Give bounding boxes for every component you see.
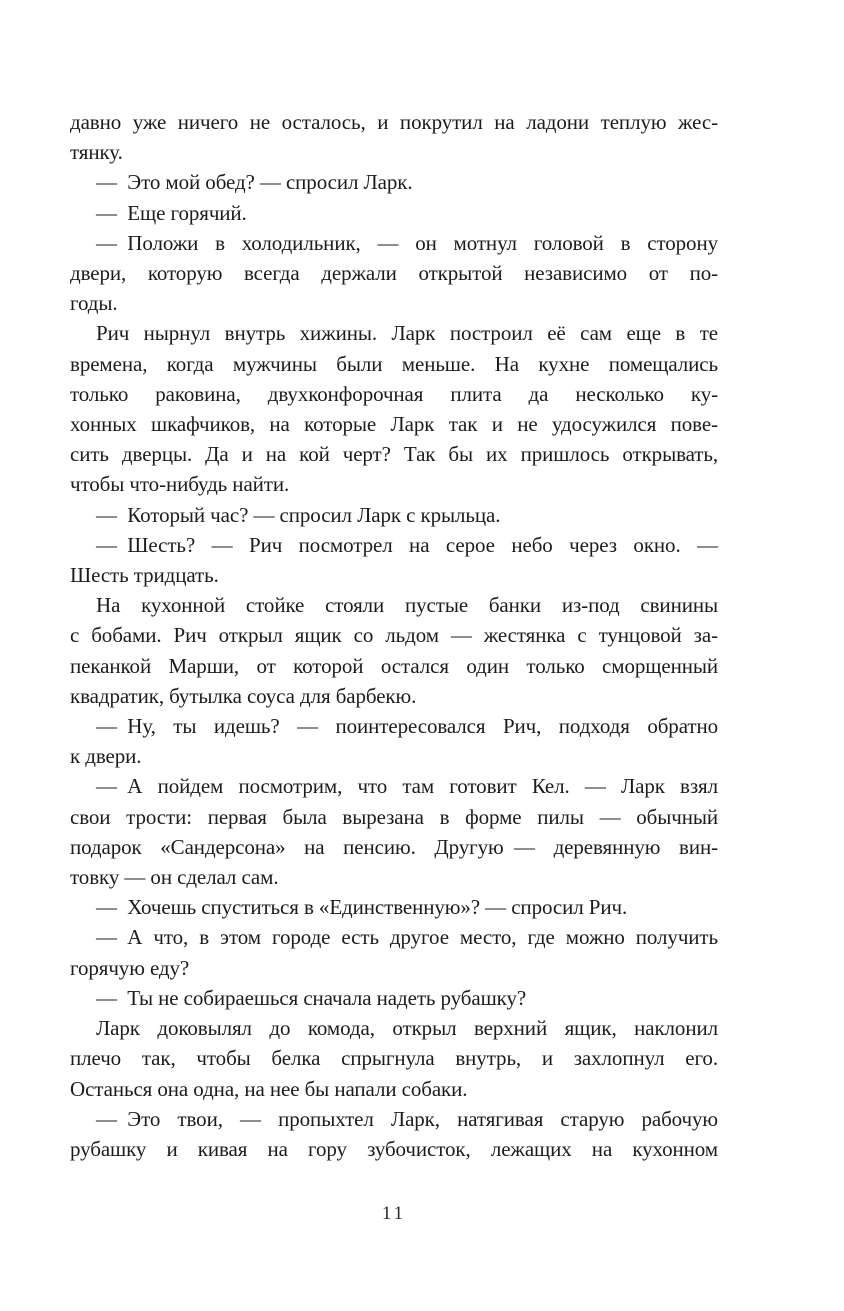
text-line: — Хочешь спуститься в «Единственную»? — спросил Рич. <box>96 895 628 920</box>
text-line: свои трости: первая была вырезана в форме пилы — обычный <box>70 804 718 829</box>
text-line: — А пойдем посмотрим, что там готовит Кел. — Ларк взял <box>96 774 718 799</box>
text-line: квадратик, бутылка соуса для барбекю. <box>70 683 417 708</box>
paragraph <box>70 198 718 228</box>
paragraph <box>70 318 718 499</box>
text-line: — Положи в холодильник, — он мотнул головой в сторону <box>96 230 718 255</box>
text-line: давно уже ничего не осталось, и покрутил на ладони теплую жес- <box>70 110 718 134</box>
paragraph <box>70 1104 718 1164</box>
page-number: 11 <box>381 1203 407 1224</box>
paragraph <box>70 711 718 771</box>
text-line: товку — он сделал сам. <box>70 865 279 890</box>
paragraph <box>70 167 718 197</box>
paragraph <box>70 500 718 530</box>
text-line: двери, которую всегда держали открытой независимо от по- <box>70 261 718 286</box>
text-line: плечо так, чтобы белка спрыгнула внутрь, и захлопнул его. <box>70 1046 718 1071</box>
text-line: тянку. <box>70 140 123 165</box>
text-line: сить дверцы. Да и на кой черт? Так бы их пришлось открывать, <box>70 442 718 467</box>
text-line: Останься она одна, на нее бы напали собаки. <box>70 1076 468 1101</box>
text-line: — Это твои, — пропыхтел Ларк, натягивая старую рабочую <box>96 1106 718 1131</box>
text-line: — Ну, ты идешь? — поинтересовался Рич, подходя обратно <box>96 714 718 739</box>
text-line: рубашку и кивая на гору зубочисток, лежащих на кухонном <box>70 1136 718 1161</box>
text-line: годы. <box>70 291 118 316</box>
text-line: — Еще горячий. <box>96 200 247 225</box>
text-line: Шесть тридцать. <box>70 563 219 588</box>
text-line: с бобами. Рич открыл ящик со льдом — жестянка с тунцовой за- <box>70 623 718 648</box>
text-line: горячую еду? <box>70 955 190 980</box>
paragraph <box>70 590 718 711</box>
text-line: к двери. <box>70 744 142 769</box>
text-line: пеканкой Марши, от которой остался один только сморщенный <box>70 653 718 678</box>
text-line: Рич нырнул внутрь хижины. Ларк построил её сам еще в те <box>96 321 718 346</box>
paragraph <box>70 771 718 892</box>
paragraph <box>70 228 718 319</box>
paragraph <box>70 922 718 982</box>
text-line: Ларк доковылял до комода, открыл верхний ящик, наклонил <box>96 1016 718 1041</box>
text-line: — Который час? — спросил Ларк с крыльца. <box>96 502 501 527</box>
text-line: — Ты не собираешься сначала надеть рубашку? <box>96 985 527 1010</box>
paragraph <box>70 1013 718 1104</box>
text-line: — Это мой обед? — спросил Ларк. <box>96 170 413 195</box>
paragraph <box>70 107 718 167</box>
text-line: — А что, в этом городе есть другое место, где можно получить <box>96 925 718 950</box>
text-line: подарок «Сандерсона» на пенсию. Другую — деревянную вин- <box>70 834 718 859</box>
text-line: На кухонной стойке стояли пустые банки из-под свинины <box>96 593 718 618</box>
paragraph <box>70 530 718 590</box>
text-line: хонных шкафчиков, на которые Ларк так и не удосужился пове- <box>70 412 718 437</box>
text-block <box>70 107 718 1164</box>
paragraph <box>70 983 718 1013</box>
text-line: только раковина, двухконфорочная плита да несколько ку- <box>70 381 718 406</box>
text-line: — Шесть? — Рич посмотрел на серое небо через окно. — <box>96 532 718 557</box>
text-line: времена, когда мужчины были меньше. На кухне помещались <box>70 351 718 376</box>
paragraph <box>70 892 718 922</box>
text-line: чтобы что-нибудь найти. <box>70 472 290 497</box>
